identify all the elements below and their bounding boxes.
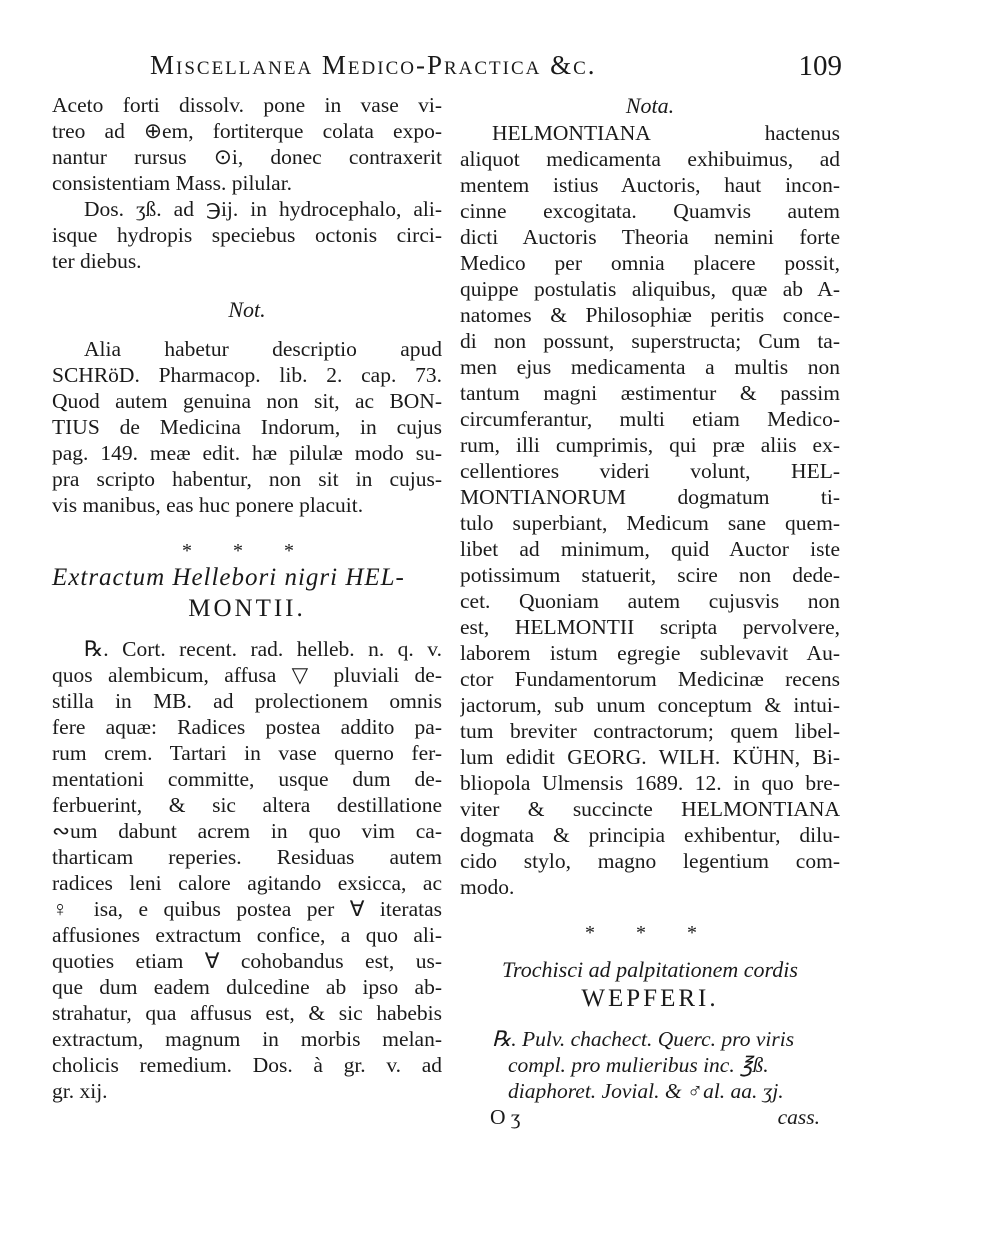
left-paragraph-2: [52, 336, 442, 518]
text-line: jactorum, sub unum conceptum & intui-: [460, 693, 840, 717]
text-line: aliquot medicamenta exhibuimus, ad: [460, 147, 840, 171]
header-title: Miscellanea Medico-Practica &c.: [150, 50, 597, 80]
text-line: ∾um dabunt acrem in quo vim ca-: [52, 819, 442, 843]
text-line: HELMONTIANA hactenus: [492, 121, 840, 145]
page-number: 109: [798, 50, 842, 82]
text-line: ℞. Cort. recent. rad. helleb. n. q. v.: [84, 637, 442, 661]
text-line: quippe postulatis aliquibus, quæ ab A-: [460, 277, 840, 301]
text-line: stilla in MB. ad prolectionem omnis: [52, 689, 442, 713]
text-line: isque hydropis speciebus octonis circi-: [52, 223, 442, 247]
text-line: ℞. Pulv. chachect. Querc. pro viris: [492, 1027, 795, 1051]
text-line: consistentiam Mass. pilular.: [52, 171, 293, 195]
text-line: Quod autem genuina non sit, ac BON-: [52, 389, 442, 413]
text-line: cholicis remedium. Dos. à gr. v. ad: [52, 1053, 442, 1077]
text-line: Dos. ʒß. ad ℈ij. in hydrocephalo, ali-: [84, 197, 442, 221]
text-line: Aceto forti dissolv. pone in vase vi-: [52, 93, 442, 117]
text-line: modo.: [460, 875, 515, 899]
text-line: tum breviter contractorum; quem libel-: [460, 719, 840, 743]
running-header: [150, 50, 850, 90]
text-line: ter diebus.: [52, 249, 142, 273]
text-line: cinne excogitata. Quamvis autem: [460, 199, 840, 223]
recipe-title-left: Extractum Hellebori nigri HEL-: [52, 564, 405, 591]
text-line: circumferantur, multi etiam Medico-: [460, 407, 840, 431]
text-line: mentationi committe, usque dum de-: [52, 767, 442, 791]
last-line-left: O ʒ: [490, 1105, 521, 1129]
text-line: dogmata & principia exhibentur, dilu-: [460, 823, 840, 847]
text-line: cido stylo, magno legentium com-: [460, 849, 840, 873]
left-paragraph-3: [52, 636, 442, 1104]
recipe-title-left-line2: MONTII.: [188, 595, 306, 622]
text-line: mentem istius Auctoris, haut incon-: [460, 173, 840, 197]
left-paragraph-1: [52, 92, 442, 274]
text-line: laborem istum egregie sublevavit Au-: [460, 641, 840, 665]
text-line: que dum eadem dulcedine ab ipso ab-: [52, 975, 442, 999]
text-line: TIUS de Medicina Indorum, in cujus: [52, 415, 442, 439]
text-line: potissimum statuerit, scire non dede-: [460, 563, 840, 587]
right-paragraph-2: [460, 1026, 840, 1130]
text-line: di non possunt, superstructa; Cum ta-: [460, 329, 840, 353]
text-line: nantur rursus ⊙i, donec contraxerit: [52, 145, 442, 169]
text-line: extractum, magnum in morbis melan-: [52, 1027, 442, 1051]
text-line: ctor Fundamentorum Medicinæ recens: [460, 667, 840, 691]
text-line: tharticam reperies. Residuas autem: [52, 845, 442, 869]
right-column: [460, 92, 840, 1130]
text-line: quos alembicum, affusa ▽ pluviali de-: [52, 663, 442, 687]
nota-heading-left: Not.: [228, 297, 266, 322]
text-line: rum, illi cumprimis, qui præ aliis ex-: [460, 433, 840, 457]
recipe-title-right: Trochisci ad palpitationem cordis: [502, 957, 798, 982]
text-line: lum edidit GEORG. WILH. KÜHN, Bi-: [460, 745, 840, 769]
text-line: MONTIANORUM dogmatum ti-: [460, 485, 840, 509]
right-paragraph-1: [460, 120, 840, 900]
left-column: [52, 92, 442, 1104]
section-stars-right: * * *: [585, 922, 715, 944]
text-line: ♀ isa, e quibus postea per ∀ iteratas: [52, 897, 442, 921]
text-line: radices leni calore agitando exsicca, ac: [52, 871, 442, 895]
text-line: tulo superbiant, Medicum sane quem-: [460, 511, 840, 535]
section-stars-left: * * *: [182, 540, 312, 562]
text-line: men ejus medicamenta a multis non: [460, 355, 840, 379]
text-line: est, HELMONTII scripta pervolvere,: [460, 615, 840, 639]
last-line-right: cass.: [777, 1105, 820, 1129]
text-line: tantum magni æstimentur & passim: [460, 381, 840, 405]
text-line: quoties etiam ∀ cohobandus est, us-: [52, 949, 442, 973]
text-line: gr. xij.: [52, 1079, 108, 1103]
text-line: Medico per omnia placere possit,: [460, 251, 840, 275]
text-line: compl. pro mulieribus inc. ℥ß.: [508, 1053, 769, 1077]
text-line: cellentiores videri volunt, HEL-: [460, 459, 840, 483]
text-line: bliopola Ulmensis 1689. 12. in quo bre-: [460, 771, 840, 795]
text-line: diaphoret. Jovial. & ♂al. aa. ʒj.: [508, 1079, 784, 1103]
text-line-last: [460, 1104, 840, 1130]
nota-heading-right: Nota.: [625, 93, 675, 118]
text-line: ferbuerint, & sic altera destillatione: [52, 793, 442, 817]
text-line: natomes & Philosophiæ peritis conce-: [460, 303, 840, 327]
text-line: viter & succincte HELMONTIANA: [460, 797, 840, 821]
text-line: affusiones extractum confice, a quo ali-: [52, 923, 442, 947]
text-line: vis manibus, eas huc ponere placuit.: [52, 493, 364, 517]
recipe-title-right-line2: WEPFERI.: [581, 985, 719, 1012]
text-line: pag. 149. meæ edit. hæ pilulæ modo su-: [52, 441, 442, 465]
text-line: treo ad ⊕em, fortiterque colata expo-: [52, 119, 442, 143]
text-line: rum crem. Tartari in vase querno fer-: [52, 741, 442, 765]
text-line: pra scripto habentur, non sit in cujus-: [52, 467, 442, 491]
text-line: cet. Quoniam autem cujusvis non: [460, 589, 840, 613]
text-line: Alia habetur descriptio apud: [84, 337, 442, 361]
text-line: libet ad minimum, quid Auctor iste: [460, 537, 840, 561]
text-line: fere aquæ: Radices postea addito pa-: [52, 715, 442, 739]
text-line: SCHRöD. Pharmacop. lib. 2. cap. 73.: [52, 363, 442, 387]
text-line: dicti Auctoris Theoria nemini forte: [460, 225, 840, 249]
text-line: strahatur, qua affusus est, & sic habebis: [52, 1001, 442, 1025]
